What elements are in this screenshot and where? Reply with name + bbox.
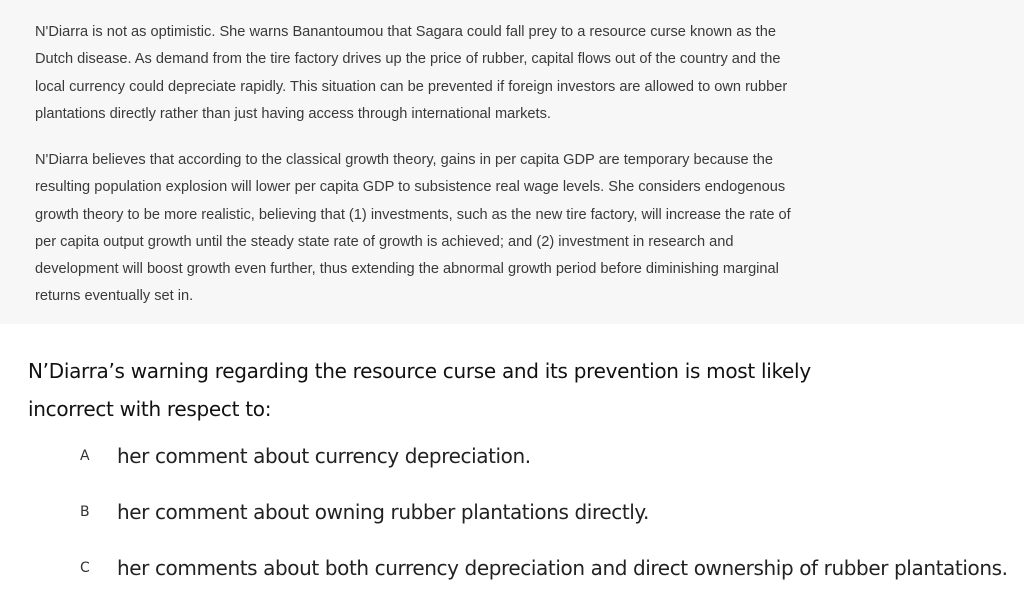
passage-line: development will boost growth even further, thus extending the abnormal growth period before diminishing marginal — [35, 261, 779, 278]
passage-paragraph-1 — [35, 19, 835, 128]
passage-line: growth theory to be more realistic, believing that (1) investments, such as the new tire factory, will increase the rate of — [35, 206, 791, 223]
option-letter: B — [80, 504, 90, 520]
answer-option-c[interactable] — [0, 548, 1024, 588]
question-line: incorrect with respect to: — [28, 397, 272, 421]
passage-line: per capita output growth until the steady state rate of growth is achieved; and (2) investment in research and — [35, 233, 734, 250]
answer-option-b[interactable] — [0, 492, 1024, 532]
passage-line: plantations directly rather than just having access through international markets. — [35, 105, 551, 122]
option-letter: A — [80, 448, 90, 464]
option-text: her comments about both currency depreciation and direct ownership of rubber plantations. — [117, 556, 1008, 580]
option-text: her comment about currency depreciation. — [117, 444, 531, 468]
question-stem — [28, 352, 1018, 428]
passage-paragraph-2 — [35, 147, 835, 311]
option-letter: C — [80, 560, 90, 576]
passage-line: resulting population explosion will lower per capita GDP to subsistence real wage levels. She considers endogenous — [35, 179, 786, 196]
passage-line: Dutch disease. As demand from the tire factory drives up the price of rubber, capital flows out of the country and the — [35, 51, 781, 68]
passage-line: local currency could depreciate rapidly. This situation can be prevented if foreign investors are allowed to own rubber — [35, 78, 788, 95]
answer-option-a[interactable] — [0, 436, 1024, 476]
passage-line: N'Diarra believes that according to the classical growth theory, gains in per capita GDP are temporary because the — [35, 152, 773, 168]
question-line: N’Diarra’s warning regarding the resource curse and its prevention is most likely — [28, 359, 811, 383]
passage-line: N'Diarra is not as optimistic. She warns Banantoumou that Sagara could fall prey to a resource curse known as the — [35, 24, 776, 40]
passage-line: returns eventually set in. — [35, 288, 194, 305]
option-text: her comment about owning rubber plantations directly. — [117, 500, 649, 524]
